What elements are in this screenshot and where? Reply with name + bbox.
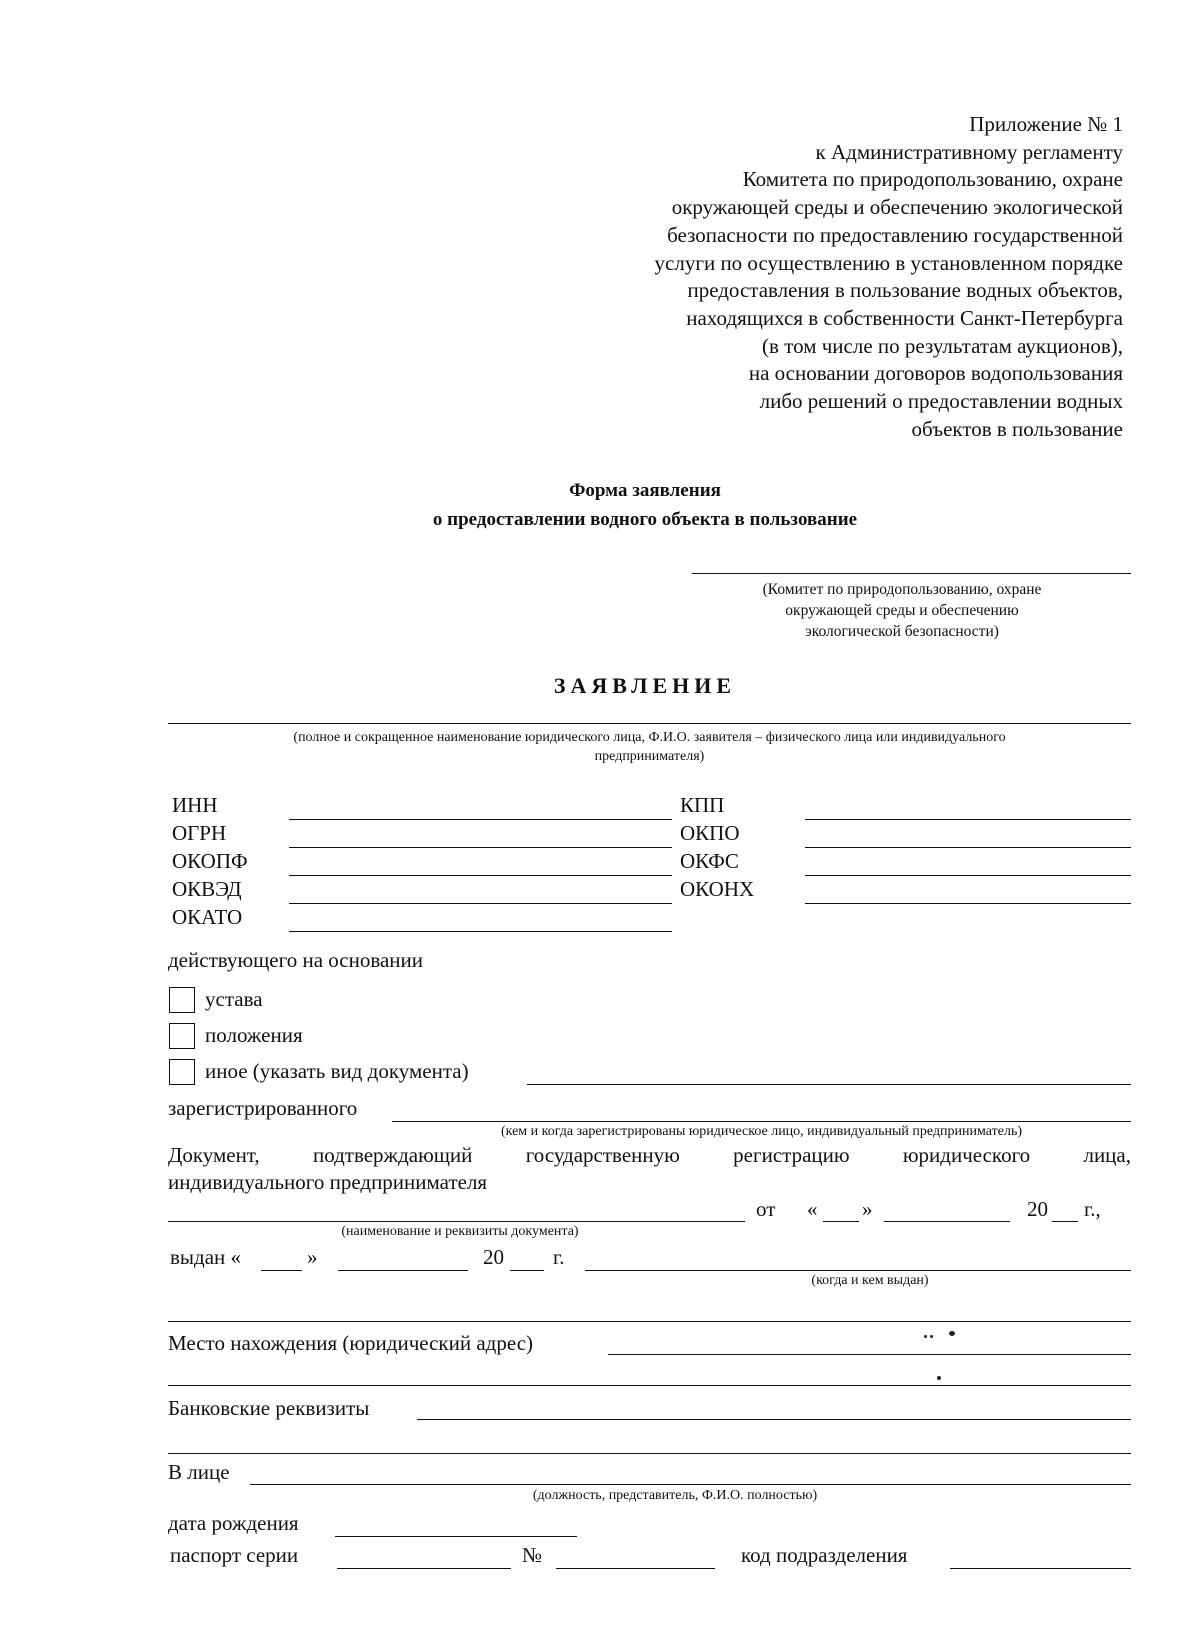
appendix-line: находящихся в собственности Санкт-Петербурга	[686, 305, 1123, 330]
other-document-field[interactable]	[527, 1084, 1131, 1085]
code-label-okato: ОКАТО	[172, 905, 243, 929]
code-label-kpp: КПП	[680, 793, 725, 817]
issued-label: выдан «	[170, 1245, 242, 1269]
issued-year-suffix: г.	[553, 1245, 565, 1269]
doc-day-field[interactable]	[823, 1221, 859, 1222]
statement-heading: ЗАЯВЛЕНИЕ	[553, 673, 737, 698]
date-quote-close: »	[862, 1197, 873, 1221]
appendix-line: Приложение № 1	[969, 112, 1123, 136]
issued-day-field[interactable]	[261, 1270, 302, 1271]
birth-label: дата рождения	[168, 1511, 299, 1535]
appendix-line: предоставления в пользование водных объектов,	[687, 278, 1123, 303]
code-label-okonh: ОКОНХ	[680, 877, 755, 901]
addressee-caption-line: (Комитет по природопользованию, охране	[762, 581, 1042, 598]
date-from-label: от	[756, 1197, 776, 1221]
bank-details-field[interactable]	[417, 1419, 1131, 1420]
reg-document-caption: (наименование и реквизиты документа)	[341, 1224, 579, 1239]
issued-month-field[interactable]	[338, 1270, 468, 1271]
issued-year-prefix: 20	[483, 1245, 504, 1269]
appendix-line: к Административному регламенту	[815, 139, 1123, 164]
okpo-field[interactable]	[805, 847, 1131, 848]
address-label: Место нахождения (юридический адрес)	[168, 1331, 534, 1355]
code-label-inn: ИНН	[172, 793, 218, 817]
ogrn-field[interactable]	[289, 847, 672, 848]
continuation-line[interactable]	[168, 1321, 1131, 1322]
division-code-field[interactable]	[950, 1568, 1131, 1569]
code-label-okved: ОКВЭД	[172, 877, 242, 901]
issued-quote-close: »	[307, 1245, 318, 1269]
reg-document-word: Документ,	[168, 1143, 260, 1167]
registered-label: зарегистрированного	[168, 1096, 358, 1120]
appendix-line: либо решений о предоставлении водных	[759, 389, 1123, 414]
okved-field[interactable]	[289, 903, 672, 904]
code-label-okopf: ОКОПФ	[172, 849, 248, 873]
code-label-okpo: ОКПО	[680, 821, 740, 845]
addressee-caption-line: экологической безопасности)	[805, 623, 999, 640]
inn-field[interactable]	[289, 819, 672, 820]
code-label-okfs: ОКФС	[680, 849, 739, 873]
okato-field[interactable]	[289, 931, 672, 932]
applicant-name-line[interactable]	[168, 723, 1131, 724]
date-quote-open: «	[807, 1197, 818, 1221]
appendix-line: услуги по осуществлению в установленном порядке	[654, 250, 1123, 275]
okopf-field[interactable]	[289, 875, 672, 876]
person-caption: (должность, представитель, Ф.И.О. полностью)	[532, 1488, 818, 1503]
doc-year-suffix: г.,	[1084, 1197, 1101, 1221]
appendix-line: объектов в пользование	[911, 416, 1123, 441]
basis-checkbox-charter[interactable]	[169, 987, 195, 1013]
scan-speck	[949, 1331, 955, 1336]
registered-field[interactable]	[392, 1121, 1131, 1122]
bank-label: Банковские реквизиты	[168, 1396, 370, 1420]
registered-caption: (кем и когда зарегистрированы юридическое лицо, индивидуальный предприниматель)	[500, 1124, 1023, 1139]
reg-document-word: юридического	[902, 1143, 1031, 1167]
reg-document-word: регистрацию	[733, 1143, 850, 1167]
applicant-caption	[168, 728, 1131, 766]
reg-document-word: государственную	[525, 1143, 680, 1167]
basis-checkbox-other[interactable]	[169, 1059, 195, 1085]
person-label: В лице	[168, 1460, 230, 1484]
division-code-label: код подразделения	[741, 1543, 908, 1567]
okfs-field[interactable]	[805, 875, 1131, 876]
basis-option-charter: устава	[205, 987, 263, 1011]
passport-series-field[interactable]	[337, 1568, 511, 1569]
reg-document-word: подтверждающий	[312, 1143, 473, 1167]
reg-document-line2: индивидуального предпринимателя	[168, 1170, 488, 1194]
reg-document-line1	[168, 1145, 1131, 1166]
form-title-line1: Форма заявления	[569, 480, 721, 501]
issued-caption: (когда и кем выдан)	[811, 1273, 929, 1288]
scan-speck	[937, 1376, 941, 1380]
address-field[interactable]	[608, 1354, 1131, 1355]
basis-option-other: иное (указать вид документа)	[205, 1059, 469, 1083]
applicant-caption-line: (полное и сокращенное наименование юридического лица, Ф.И.О. заявителя – физического лица или индивидуального	[293, 730, 1006, 745]
appendix-line: (в том числе по результатам аукционов),	[762, 333, 1123, 358]
kpp-field[interactable]	[805, 819, 1131, 820]
okonh-field[interactable]	[805, 903, 1131, 904]
passport-number-label: №	[522, 1543, 543, 1567]
form-title-line2: о предоставлении водного объекта в пользование	[432, 509, 858, 530]
appendix-line: окружающей среды и обеспечению экологической	[671, 195, 1123, 220]
passport-series-label: паспорт серии	[170, 1543, 299, 1567]
basis-checkbox-regulation[interactable]	[169, 1023, 195, 1049]
basis-option-regulation: положения	[205, 1023, 303, 1047]
doc-year-field[interactable]	[1052, 1221, 1078, 1222]
bank-continuation-field[interactable]	[168, 1453, 1131, 1454]
appendix-line: безопасности по предоставлению государственной	[667, 222, 1123, 247]
scan-speck	[924, 1335, 927, 1338]
passport-number-field[interactable]	[556, 1568, 715, 1569]
applicant-caption-line: предпринимателя)	[594, 749, 705, 764]
addressee-field-line[interactable]	[692, 573, 1131, 574]
code-label-ogrn: ОГРН	[172, 821, 227, 845]
issued-by-field[interactable]	[585, 1270, 1131, 1271]
appendix-line: на основании договоров водопользования	[748, 361, 1123, 386]
basis-label: действующего на основании	[168, 948, 424, 972]
appendix-line: Комитета по природопользованию, охране	[742, 167, 1123, 192]
doc-month-field[interactable]	[884, 1221, 1010, 1222]
appendix-header	[655, 111, 1123, 443]
scan-speck	[930, 1335, 933, 1338]
reg-document-name-field[interactable]	[168, 1221, 745, 1222]
issued-year-field[interactable]	[510, 1270, 544, 1271]
person-field[interactable]	[250, 1484, 1131, 1485]
reg-document-word: лица,	[1083, 1143, 1131, 1167]
doc-year-prefix: 20	[1027, 1197, 1048, 1221]
addressee-caption-line: окружающей среды и обеспечению	[785, 602, 1019, 619]
birth-date-field[interactable]	[335, 1536, 577, 1537]
addressee-caption	[692, 579, 1112, 642]
address-continuation-field[interactable]	[168, 1385, 1131, 1386]
